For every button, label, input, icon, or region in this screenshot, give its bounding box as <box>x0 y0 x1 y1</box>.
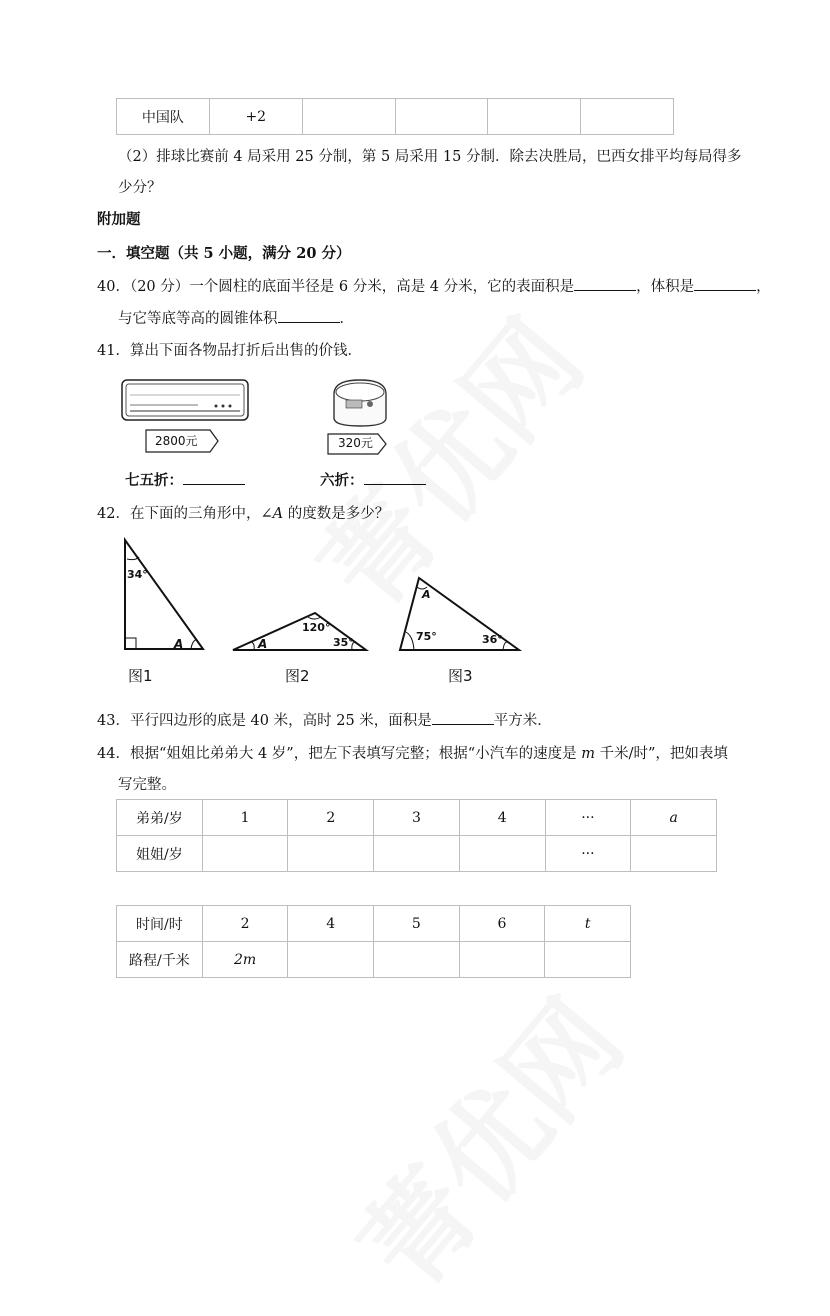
discount-label <box>320 469 426 490</box>
watermark <box>318 962 651 1316</box>
angle-label: 120° <box>302 621 331 634</box>
question-42-text: 的度数是多少？ <box>283 506 390 522</box>
table-input-cell[interactable] <box>288 942 374 978</box>
discount-label <box>125 469 245 490</box>
question-44-line2: 写完整。 <box>118 777 176 793</box>
table-header-cell: 时间/时 <box>117 906 203 942</box>
answer-blank[interactable] <box>183 470 245 485</box>
table-cell: 1 <box>202 800 288 836</box>
table-cell <box>395 99 488 135</box>
question-43-text: 平方米． <box>493 713 552 729</box>
question-40-line2 <box>118 307 354 328</box>
table-header-cell: 姐姐/岁 <box>117 836 203 872</box>
section-title: 附加题 <box>97 211 141 228</box>
question-44-text: 44．根据“姐姐比弟弟大 4 岁”，把左下表填写完整；根据“小汽车的速度是 <box>97 746 582 762</box>
table-input-cell[interactable] <box>459 942 545 978</box>
speed-table <box>116 905 631 978</box>
table-cell: 3 <box>374 800 460 836</box>
table-header-cell: 弟弟/岁 <box>117 800 203 836</box>
table-cell: ··· <box>545 800 631 836</box>
price-tag: 2800元 <box>155 434 198 448</box>
age-table <box>116 799 717 872</box>
vertex-label: A <box>422 588 431 601</box>
table-input-cell[interactable] <box>459 836 545 872</box>
question-43-text: 43．平行四边形的底是 40 米，高时 25 米，面积是 <box>97 713 432 729</box>
discount-label-text: 六折： <box>320 472 364 489</box>
table-cell: 4 <box>459 800 545 836</box>
table-input-cell[interactable] <box>374 942 460 978</box>
question-43 <box>97 709 552 730</box>
table-cell: 中国队 <box>117 99 210 135</box>
table-cell: 6 <box>459 906 545 942</box>
team-score-table <box>116 98 674 135</box>
question-44-var: m <box>581 746 595 762</box>
angle-label: 35° <box>333 636 354 649</box>
table-row <box>117 906 631 942</box>
figure-caption: 图1 <box>128 667 153 685</box>
question-text: （2）排球比赛前 4 局采用 25 分制，第 5 局采用 15 分制．除去决胜局，巴西女排平均每局得多 <box>118 149 742 165</box>
vertex-label: A <box>174 637 184 651</box>
table-input-cell[interactable] <box>631 836 717 872</box>
table-cell: ··· <box>545 836 631 872</box>
angle-label: 34° <box>127 568 148 581</box>
table-input-cell[interactable] <box>374 836 460 872</box>
table-cell <box>488 99 581 135</box>
table-input-cell[interactable] <box>202 836 288 872</box>
table-header-cell: 路程/千米 <box>117 942 203 978</box>
price-tag: 320元 <box>338 436 373 450</box>
table-row <box>117 800 717 836</box>
answer-blank[interactable] <box>574 276 636 291</box>
question-40-text: 40．（20 分）一个圆柱的底面半径是 6 分米，高是 4 分米，它的表面积是 <box>97 279 575 295</box>
table-cell: 2 <box>288 800 374 836</box>
table-row <box>117 99 674 135</box>
table-row <box>117 836 717 872</box>
question-42-var: A <box>272 506 284 522</box>
section-heading: 一．填空题（共 5 小题，满分 20 分） <box>97 245 351 262</box>
question-40 <box>97 275 771 296</box>
question-41: 41．算出下面各物品打折后出售的价钱． <box>97 343 362 359</box>
table-cell: a <box>631 800 717 836</box>
table-cell: t <box>545 906 631 942</box>
table-cell: 2m <box>202 942 288 978</box>
answer-blank[interactable] <box>694 276 756 291</box>
triangle-figure-3 <box>395 572 525 654</box>
table-input-cell[interactable] <box>545 942 631 978</box>
question-40-text: ． <box>339 311 354 327</box>
table-cell <box>302 99 395 135</box>
question-42-text: 42．在下面的三角形中，∠ <box>97 506 273 522</box>
vertex-label: A <box>258 637 268 651</box>
question-42 <box>97 502 389 523</box>
table-row <box>117 942 631 978</box>
question-44-text: 千米/时”，把如表填 <box>595 746 728 762</box>
answer-blank[interactable] <box>278 308 340 323</box>
question-text: 少分？ <box>118 180 162 196</box>
question-44 <box>97 742 728 763</box>
discount-label-text: 七五折： <box>125 472 183 489</box>
table-cell: 4 <box>288 906 374 942</box>
answer-blank[interactable] <box>364 470 426 485</box>
figure-caption: 图2 <box>285 667 310 685</box>
table-cell: +2 <box>209 99 302 135</box>
table-cell: 2 <box>202 906 288 942</box>
question-40-text: ， <box>756 279 771 295</box>
question-40-text: ，体积是 <box>636 279 695 295</box>
table-cell: 5 <box>374 906 460 942</box>
angle-label: 75° <box>416 630 437 643</box>
table-input-cell[interactable] <box>288 836 374 872</box>
figure-caption: 图3 <box>448 667 473 685</box>
angle-label: 36° <box>482 633 503 646</box>
question-40-text: 与它等底等高的圆锥体积 <box>118 311 278 327</box>
triangle-figure-1 <box>115 535 215 655</box>
answer-blank[interactable] <box>432 710 494 725</box>
table-cell <box>581 99 674 135</box>
